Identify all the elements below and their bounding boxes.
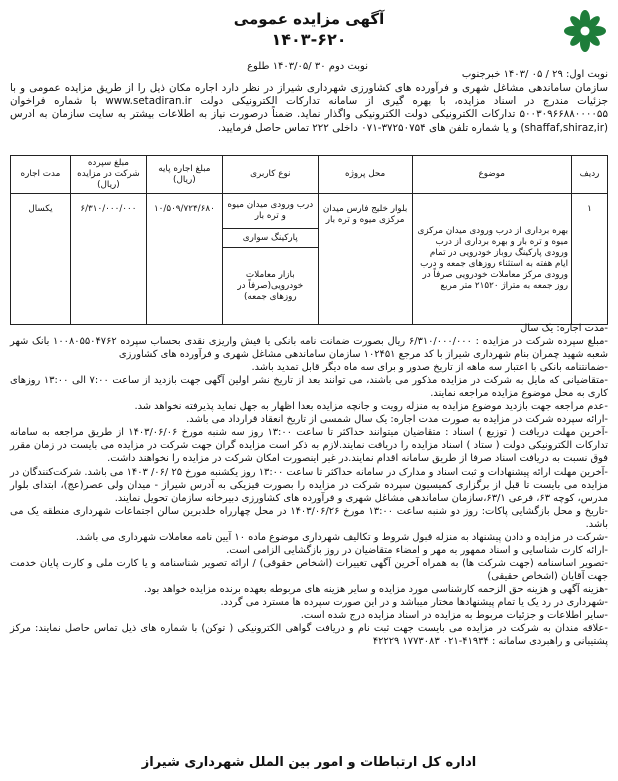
cell-location: بلوار خلیج فارس میدان مرکزی میوه و تره بار bbox=[318, 194, 412, 325]
condition-item: -ارائه کارت شناسایی و اسناد ممهور به مهر و امضاء متقاضیان در روز بازگشایی الزامی است. bbox=[226, 544, 608, 556]
auction-notice-page bbox=[4, 4, 614, 777]
condition-item: -آخرین مهلت ارائه پیشنهادات و ثبت اسناد و مدارک در سامانه حداکثر تا ساعت ۱۳:۰۰ روز یکشنبه مورخ ۲۵ /۰۶/ ۱۴۰۳ می باشد. شرکت‌کنندگان در مزایده می بایست تا قبل از برگزاری کمیسیون سپرده شرکت در مزایده را بصورت فیزیکی به آدرس شیراز - میدان ولی عصر(عج)، ابتدای بلوار مدرس، کوچه ۶۳، فرعی ۶۳/۱،سازمان ساماندهی مشاغل شهری و فرآورده های کشاورزی دبیرخانه سازمان تحویل نمایند. bbox=[10, 466, 608, 504]
condition-item: -مدت اجاره: یک سال bbox=[520, 323, 608, 334]
condition-item: -ضمانتنامه بانکی با اعتبار سه ماهه از تاریخ صدور و برای سه ماه دیگر قابل تمدید باشد. bbox=[251, 362, 608, 374]
cell-usage-parking: پارکینگ سواری bbox=[222, 229, 318, 248]
publication-turns bbox=[10, 61, 608, 82]
header-deposit: مبلغ سپرده شرکت در مزایده (ریال) bbox=[70, 156, 146, 194]
condition-item: -ارائه سپرده شرکت در مزایده به صورت مدت اجاره: یک سال شمسی از تاریخ انعقاد قرارداد می باشد. bbox=[186, 414, 608, 426]
auction-table bbox=[10, 155, 608, 325]
condition-item: -شهرداری در رد یک یا تمام پیشنهادها مختار میباشد و در این صورت سپرده ها مسترد می گردد. bbox=[220, 596, 608, 608]
cell-subject: بهره برداری از درب ورودی میدان مرکزی میوه و تره بار و بهره برداری از درب ورودی پارکینگ روباز خودرویی در تمام ایام هفته به استثناء روزهای جمعه و درب ورودی مرکز معاملات خودرویی صرفاً در روز جمعه به متراژ ۲۱۵۲۰ متر مربع bbox=[412, 194, 572, 325]
cell-deposit: ۶/۳۱۰/۰۰۰/۰۰۰ bbox=[70, 194, 146, 325]
condition-item: -مبلغ سپرده شرکت در مزایده : ۶/۳۱۰/۰۰۰/۰۰۰ ریال بصورت ضمانت نامه بانکی یا فیش واریزی نقدی بحساب سپرده ۱۰۰۸۰۵۵۰۴۷۶۲ بانک شهر شعبه شهید چمران بنام شهرداری شیراز با کد مرجع ۱۰۲۴۵۱ سازمان ساماندهی مشاغل شهری و فرآورده های کشاورزی bbox=[10, 336, 609, 361]
header-duration: مدت اجاره bbox=[11, 156, 71, 194]
header-subject: موضوع bbox=[412, 156, 572, 194]
condition-item: -عدم مراجعه جهت بازدید موضوع مزایده به منزله رویت و جانچه مزایده بعدا اظهار به جهل نماید پذیرفته نخواهد شد. bbox=[134, 401, 608, 413]
condition-item: -تصویر اساسنامه (جهت شرکت ها) به همراه آخرین آگهی تغییرات (اشخاص حقوقی) / ارائه تصویر شناسنامه و یا کارت ملی و کارت پایان خدمت جهت آقایان (اشخاص حقیقی) bbox=[10, 557, 608, 582]
cell-row-number: ۱ bbox=[572, 194, 608, 325]
first-publication: نوبت اول: ۲۹ / ۰۵ /۱۴۰۳ خبرجنوب bbox=[461, 69, 608, 80]
header-base-rent: مبلغ اجاره پایه (ریال) bbox=[146, 156, 222, 194]
condition-item: -متقاضیانی که مایل به شرکت در مزایده مذکور می باشند، می توانند بعد از تاریخ نشر اولین آگهی جهت بازدید از ساعت ۷:۰۰ الی ۱۳:۰۰ روزهای کاری به محل موضوع مزایده مراجعه نمایند. bbox=[10, 375, 608, 400]
cell-duration: یکسال bbox=[11, 194, 71, 325]
header-usage: نوع کاربری bbox=[222, 156, 318, 194]
condition-item: -تاریخ و محل بازگشایی پاکات: روز دو شنبه ساعت ۱۳:۰۰ مورخ ۱۴۰۳/۰۶/۲۶ در محل چهارراه خلدبرین سالن اجتماعات شهرداری منطقه یک می باشد. bbox=[10, 505, 608, 530]
cell-base-rent: ۱۰/۵۰۹/۷۲۴/۶۸۰ bbox=[146, 194, 222, 325]
condition-item: -آخرین مهلت دریافت ( توزیع ) اسناد : متقاضیان میتوانند حداکثر تا ساعت ۱۳:۰۰ روز سه شنبه مورخ ۱۴۰۳/۰۶/۰۶ از طریق مراجعه به سامانه تدارکات الکترونیکی دولت ( ستاد ) اسناد مزایده را دریافت نمایند.لازم به ذکر است مزایده گران جهت شرکت در مزایده می بایست در زمان مقرر فوق نسبت به دریافت اسناد صرفا از طریق سامانه اقدام نمایند.در غیر اینصورت امکان شرکت در مزایده را نخواهند داشت. bbox=[10, 427, 608, 465]
condition-item: -شرکت در مزایده و دادن پیشنهاد به منزله قبول شروط و تکالیف شهرداری موضوع ماده ۱۰ آیین نامه معاملات شهرداری می باشد. bbox=[75, 531, 608, 543]
table-header-row bbox=[11, 156, 608, 194]
table-row bbox=[11, 194, 608, 229]
condition-item: -سایر اطلاعات و جزئیات مربوط به مزایده در اسناد مزایده درج شده است. bbox=[300, 610, 608, 622]
cell-usage-gate: درب ورودی میدان میوه و تره بار bbox=[222, 194, 318, 229]
condition-item: -هزینه آگهی و هزینه حق الزحمه کارشناسی مورد مزایده و سایر هزینه های مربوطه بعهده برنده مزایده خواهد بود. bbox=[143, 583, 608, 595]
issuer-footer: اداره کل ارتباطات و امور بین الملل شهرداری شیراز bbox=[141, 755, 477, 770]
notice-title: آگهی مزایده عمومی bbox=[233, 10, 385, 28]
header-location: محل پروژه bbox=[318, 156, 412, 194]
notice-code: ۱۴۰۳-۶۲۰ bbox=[271, 30, 347, 49]
condition-item: -علاقه مندان به شرکت در مزایده می بایست جهت ثبت نام و دریافت گواهی الکترونیکی ( توکن) با شماره های ذیل تماس حاصل نمایند: مرکز پشتیبانی و راهبردی سامانه : ۴۱۹۳۴-۰۲۱ ۱۷۷۳۰۸۳ ۴۲۲۲۹ bbox=[10, 623, 608, 648]
second-publication: نوبت دوم ۳۰ /۱۴۰۳/۰۵ طلوع bbox=[247, 61, 368, 72]
cell-usage-car-market: بازار معاملات خودرویی(صرفاً در روزهای جمعه) bbox=[222, 248, 318, 325]
intro-paragraph: سازمان ساماندهی مشاغل شهری و فرآورده های کشاورزی شهرداری شیراز در نظر دارد اجاره مکان ذیل را از طریق مزایده عمومی و با جزئیات مندرج در اسناد مزایده، با بهره گیری از سامانه تدارکات الکترونیکی دولت www.setadiran.ir با شماره فراخوان ۵۰۰۳۰۹۶۶۸۸۰۰۰۰۵۵ تدارکات الکترونیکی دولت الکترونیکی واگذار نماید. ضمناً درصورت نیاز به اطلاعات بیشتر به سایت سازمان به ادرس (shaffaf,shiraz,ir) و یا شماره تلفن های ۳۷۲۵۰۷۵۴-۰۷۱ داخلی ۲۲۲ تماس حاصل فرمایید. bbox=[10, 82, 608, 134]
conditions-list bbox=[10, 322, 608, 648]
header-row-number: ردیف bbox=[572, 156, 608, 194]
